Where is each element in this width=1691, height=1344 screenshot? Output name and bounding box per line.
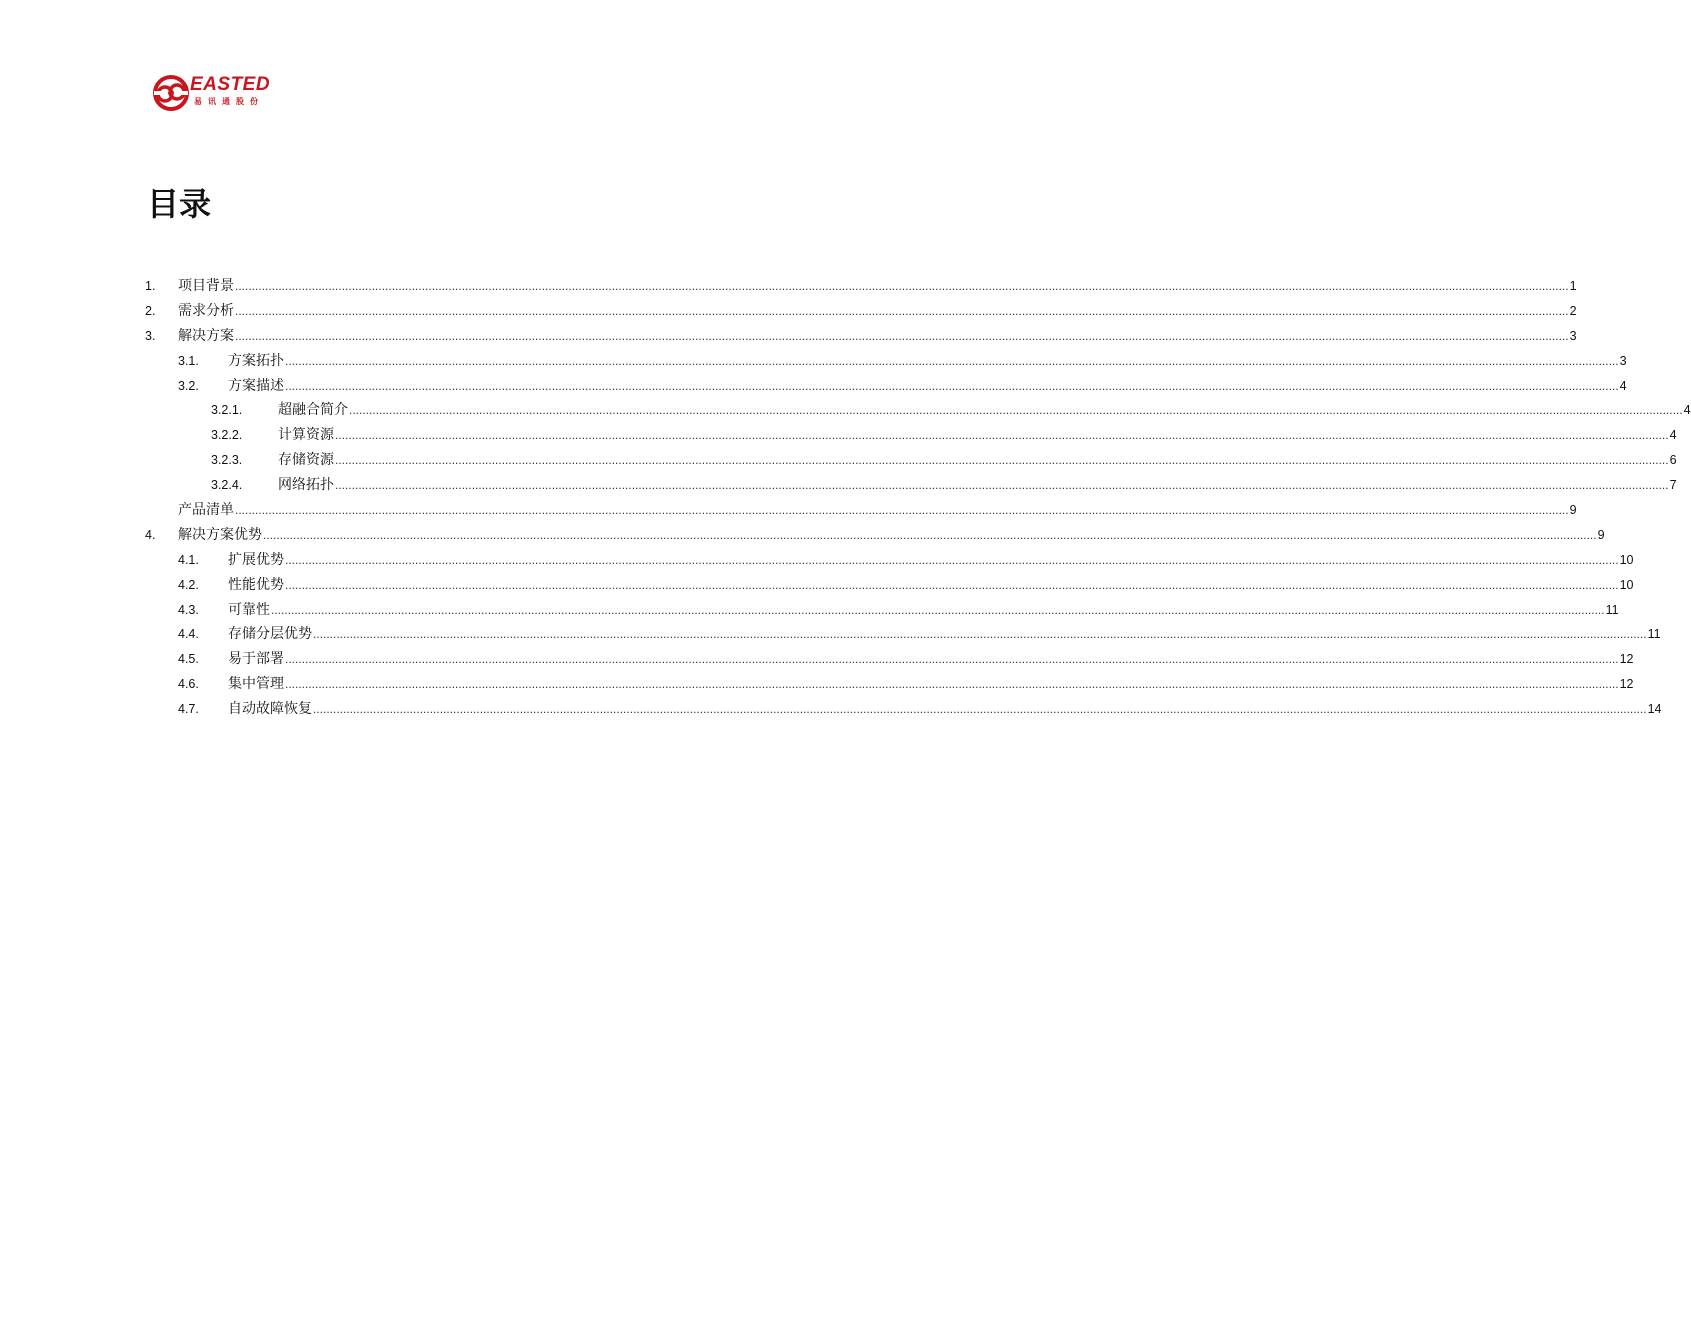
toc-entry[interactable] [145,376,1627,401]
toc-entry-number: 4.1. [178,552,199,567]
toc-entry[interactable] [145,351,1627,376]
company-logo [152,74,297,114]
toc-entry-title[interactable]: 性能优势 [228,576,284,593]
toc-entry-page-number[interactable]: 10 [1619,552,1634,567]
toc-dot-leader: ................................................................................................................................................................................................................................................................................................................................................................................................................ [285,652,1619,667]
toc-entry[interactable] [145,550,1634,575]
toc-entry-page-number[interactable]: 4 [1619,378,1627,393]
toc-dot-leader: ................................................................................................................................................................................................................................................................................................................................................................................................................ [313,627,1647,642]
toc-entry-number: 4.2. [178,577,199,592]
toc-dot-leader: ................................................................................................................................................................................................................................................................................................................................................................................................................ [349,403,1683,418]
toc-entry-number: 3. [145,328,156,343]
toc-entry-page-number[interactable]: 12 [1619,652,1634,667]
toc-entry-page-number[interactable]: 7 [1669,478,1677,493]
toc-dot-leader: ................................................................................................................................................................................................................................................................................................................................................................................................................ [335,453,1669,468]
toc-entry-title[interactable]: 解决方案 [178,327,234,344]
toc-entry-page-number[interactable]: 4 [1669,428,1677,443]
toc-entry-page-number[interactable]: 14 [1647,702,1662,717]
toc-entry-number: 3.2.4. [211,478,243,493]
toc-entry[interactable] [145,600,1619,625]
toc-dot-leader: ................................................................................................................................................................................................................................................................................................................................................................................................................ [335,428,1669,443]
toc-entry-page-number[interactable]: 11 [1647,627,1661,642]
toc-dot-leader: ................................................................................................................................................................................................................................................................................................................................................................................................................ [235,303,1569,318]
toc-entry[interactable] [145,475,1677,500]
toc-entry[interactable] [145,400,1691,425]
toc-entry-number: 3.1. [178,353,199,368]
toc-entry-number: 2. [145,303,156,318]
toc-entry-title[interactable]: 方案拓扑 [228,352,284,369]
toc-dot-leader: ................................................................................................................................................................................................................................................................................................................................................................................................................ [235,328,1569,343]
toc-entry-page-number[interactable]: 4 [1683,403,1691,418]
toc-entry-title[interactable]: 计算资源 [278,427,334,444]
toc-dot-leader: ................................................................................................................................................................................................................................................................................................................................................................................................................ [285,353,1619,368]
toc-entry[interactable] [145,276,1577,301]
toc-entry-title[interactable]: 产品清单 [178,502,234,519]
toc-entry[interactable] [145,649,1634,674]
toc-entry-number: 4.3. [178,602,199,617]
toc-entry-page-number[interactable]: 10 [1619,577,1634,592]
toc-entry-title[interactable]: 网络拓扑 [278,477,334,494]
toc-entry-number: 3.2.3. [211,453,243,468]
toc-entry-number: 4.4. [178,627,199,642]
toc-dot-leader: ................................................................................................................................................................................................................................................................................................................................................................................................................ [235,279,1569,293]
toc-entry[interactable] [145,624,1661,649]
toc-entry[interactable] [145,674,1634,699]
toc-entry-title[interactable]: 集中管理 [228,676,284,693]
toc-dot-leader: ................................................................................................................................................................................................................................................................................................................................................................................................................ [285,552,1619,567]
toc-entry-page-number[interactable]: 1 [1569,279,1577,293]
toc-entry[interactable] [145,500,1577,525]
toc-dot-leader: ................................................................................................................................................................................................................................................................................................................................................................................................................ [285,577,1619,592]
table-of-contents [145,276,1691,724]
toc-entry[interactable] [145,301,1577,326]
toc-entry-title[interactable]: 需求分析 [178,302,234,319]
logo-subtitle: 易讯通股份 [194,97,264,106]
toc-entry-title[interactable]: 易于部署 [228,651,284,668]
toc-entry[interactable] [145,525,1605,550]
toc-entry-page-number[interactable]: 9 [1597,527,1605,542]
easted-logo-icon [152,74,190,112]
toc-dot-leader: ................................................................................................................................................................................................................................................................................................................................................................................................................ [235,503,1569,518]
logo-wordmark: EASTED [190,74,271,95]
toc-entry-number: 4.6. [178,677,199,692]
toc-entry-number: 4.5. [178,652,199,667]
toc-entry[interactable] [145,326,1577,351]
toc-entry[interactable] [145,575,1634,600]
toc-dot-leader: ................................................................................................................................................................................................................................................................................................................................................................................................................ [285,378,1619,393]
toc-entry-page-number[interactable]: 9 [1569,503,1577,518]
toc-entry-title[interactable]: 超融合简介 [278,402,348,419]
toc-dot-leader: ................................................................................................................................................................................................................................................................................................................................................................................................................ [313,702,1647,717]
toc-entry-title[interactable]: 方案描述 [228,377,284,394]
toc-dot-leader: ................................................................................................................................................................................................................................................................................................................................................................................................................ [271,602,1605,617]
toc-entry-number: 4.7. [178,702,199,717]
toc-entry-title[interactable]: 自动故障恢复 [228,701,312,718]
toc-dot-leader: ................................................................................................................................................................................................................................................................................................................................................................................................................ [263,527,1597,542]
toc-entry-title[interactable]: 存储分层优势 [228,626,312,643]
toc-entry-number: 3.2. [178,378,199,393]
toc-entry-number: 1. [145,279,156,293]
toc-entry[interactable] [145,425,1677,450]
toc-entry-page-number[interactable]: 12 [1619,677,1634,692]
toc-dot-leader: ................................................................................................................................................................................................................................................................................................................................................................................................................ [285,677,1619,692]
toc-dot-leader: ................................................................................................................................................................................................................................................................................................................................................................................................................ [335,478,1669,493]
toc-entry-number: 4. [145,527,156,542]
toc-entry-page-number[interactable]: 6 [1669,453,1677,468]
toc-entry-page-number[interactable]: 2 [1569,303,1577,318]
toc-entry-number: 3.2.1. [211,403,243,418]
toc-entry-title[interactable]: 项目背景 [178,278,234,294]
toc-entry-title[interactable]: 解决方案优势 [178,526,262,543]
toc-title: 目录 [147,185,212,223]
toc-entry-title[interactable]: 可靠性 [228,601,270,618]
toc-entry-title[interactable]: 扩展优势 [228,551,284,568]
toc-entry-page-number[interactable]: 3 [1619,353,1627,368]
toc-entry-page-number[interactable]: 11 [1605,602,1619,617]
toc-entry-number: 3.2.2. [211,428,243,443]
toc-entry[interactable] [145,450,1677,475]
toc-entry-title[interactable]: 存储资源 [278,452,334,469]
toc-entry[interactable] [145,699,1662,724]
toc-entry-page-number[interactable]: 3 [1569,328,1577,343]
